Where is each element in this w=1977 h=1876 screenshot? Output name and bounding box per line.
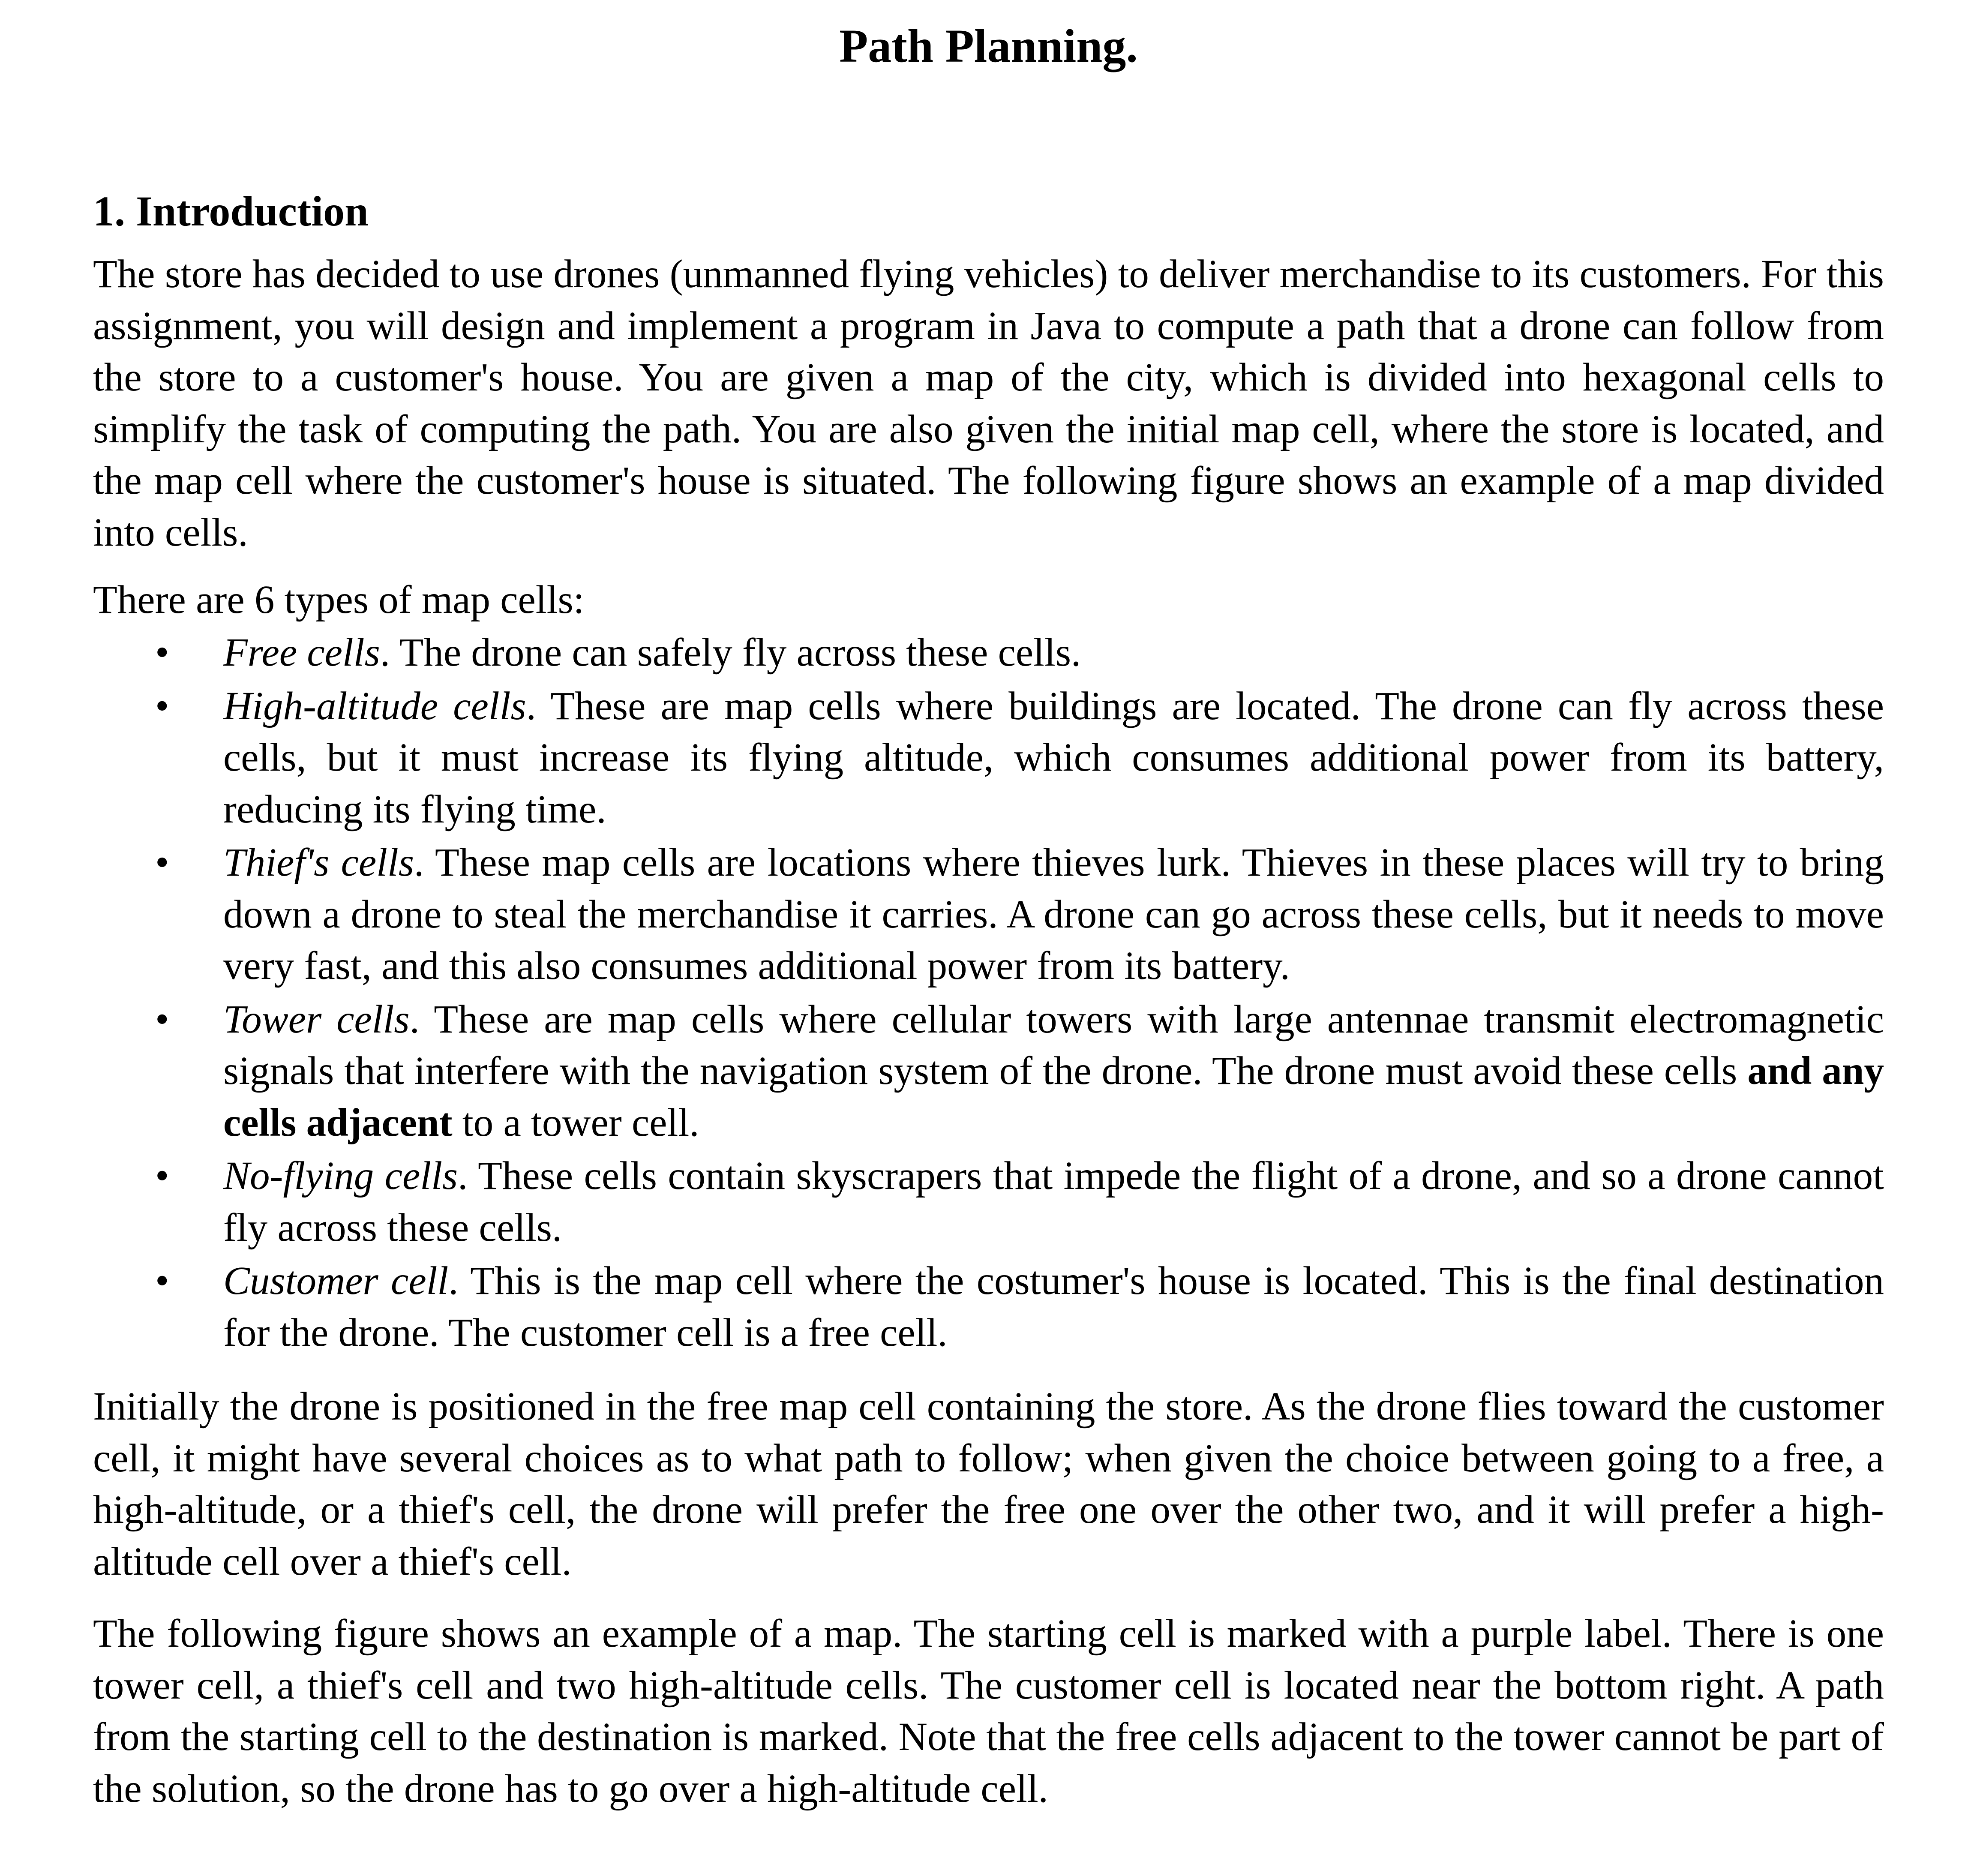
section-heading-introduction: 1. Introduction — [93, 187, 369, 235]
cell-type-thief — [93, 837, 1884, 992]
initial-position-paragraph: Initially the drone is positioned in the free map cell containing the store. As the drone flies toward the customer cell, it might have several choices as to what path to follow; when given the choice between going to a free, a high-altitude, or a thief's cell, the drone will prefer the free one over the other two, and it will prefer a high-altitude cell over a thief's cell. — [93, 1384, 1884, 1584]
cell-type-customer — [93, 1255, 1884, 1359]
cell-types-list — [93, 627, 1884, 1360]
document-title: Path Planning. — [839, 20, 1138, 72]
cell-type-term: No-flying cells — [223, 1154, 458, 1198]
cell-type-term: High-altitude cells — [223, 684, 526, 728]
cell-type-description: . The drone can safely fly across these cells. — [380, 630, 1081, 675]
cell-type-term: Thief's cells — [223, 840, 414, 885]
cell-type-description-end: to a tower cell. — [452, 1100, 699, 1145]
figure-description-paragraph: The following figure shows an example of a map. The starting cell is marked with a purple label. There is one tower cell, a thief's cell and two high-altitude cells. The customer cell is located near the bottom right. A path from the starting cell to the destination is marked. Note that the free cells adjacent to the tower cannot be part of the solution, so the drone has to go over a high-altitude cell. — [93, 1612, 1884, 1811]
cell-type-emphasis: and any cells adjacent — [223, 1049, 1884, 1145]
cell-type-term: Tower cells — [223, 997, 410, 1042]
bullet-icon: • — [155, 1154, 169, 1198]
cell-type-description: . These cells contain skyscrapers that impede the flight of a drone, and so a drone cannot fly across these cells. — [223, 1154, 1884, 1250]
cell-type-description: . These map cells are locations where thieves lurk. Thieves in these places will try to bring down a drone to steal the merchandise it carries. A drone can go across these cells, but it needs to move very fast, and this also consumes additional power from its battery. — [223, 840, 1884, 988]
cell-type-term: Free cells — [223, 630, 380, 675]
cell-types-intro: There are 6 types of map cells: — [93, 578, 585, 622]
cell-type-high-altitude — [93, 681, 1884, 836]
bullet-icon: • — [155, 684, 169, 728]
bullet-icon: • — [155, 840, 169, 885]
cell-type-free — [93, 627, 1884, 679]
cell-type-tower — [93, 994, 1884, 1149]
cell-type-no-flying — [93, 1150, 1884, 1254]
bullet-icon: • — [155, 630, 169, 675]
cell-type-description: . These are map cells where buildings are located. The drone can fly across these cells, but it must increase its flying altitude, which consumes additional power from its battery, reducing its flying time. — [223, 684, 1884, 831]
bullet-icon: • — [155, 997, 169, 1042]
cell-type-description: . These are map cells where cellular towers with large antennae transmit electromagnetic signals that interfere with the navigation system of the drone. The drone must avoid these cells — [223, 997, 1884, 1093]
bullet-icon: • — [155, 1259, 169, 1303]
cell-type-term: Customer cell — [223, 1259, 449, 1303]
intro-paragraph: The store has decided to use drones (unmanned flying vehicles) to deliver merchandise to its customers. For this assignment, you will design and implement a program in Java to compute a path that a drone can follow from the store to a customer's house. You are given a map of the city, which is divided into hexagonal cells to simplify the task of computing the path. You are also given the initial map cell, where the store is located, and the map cell where the customer's house is situated. The following figure shows an example of a map divided into cells. — [93, 252, 1884, 555]
cell-type-description: . This is the map cell where the costumer's house is located. This is the final destination for the drone. The customer cell is a free cell. — [223, 1259, 1884, 1355]
